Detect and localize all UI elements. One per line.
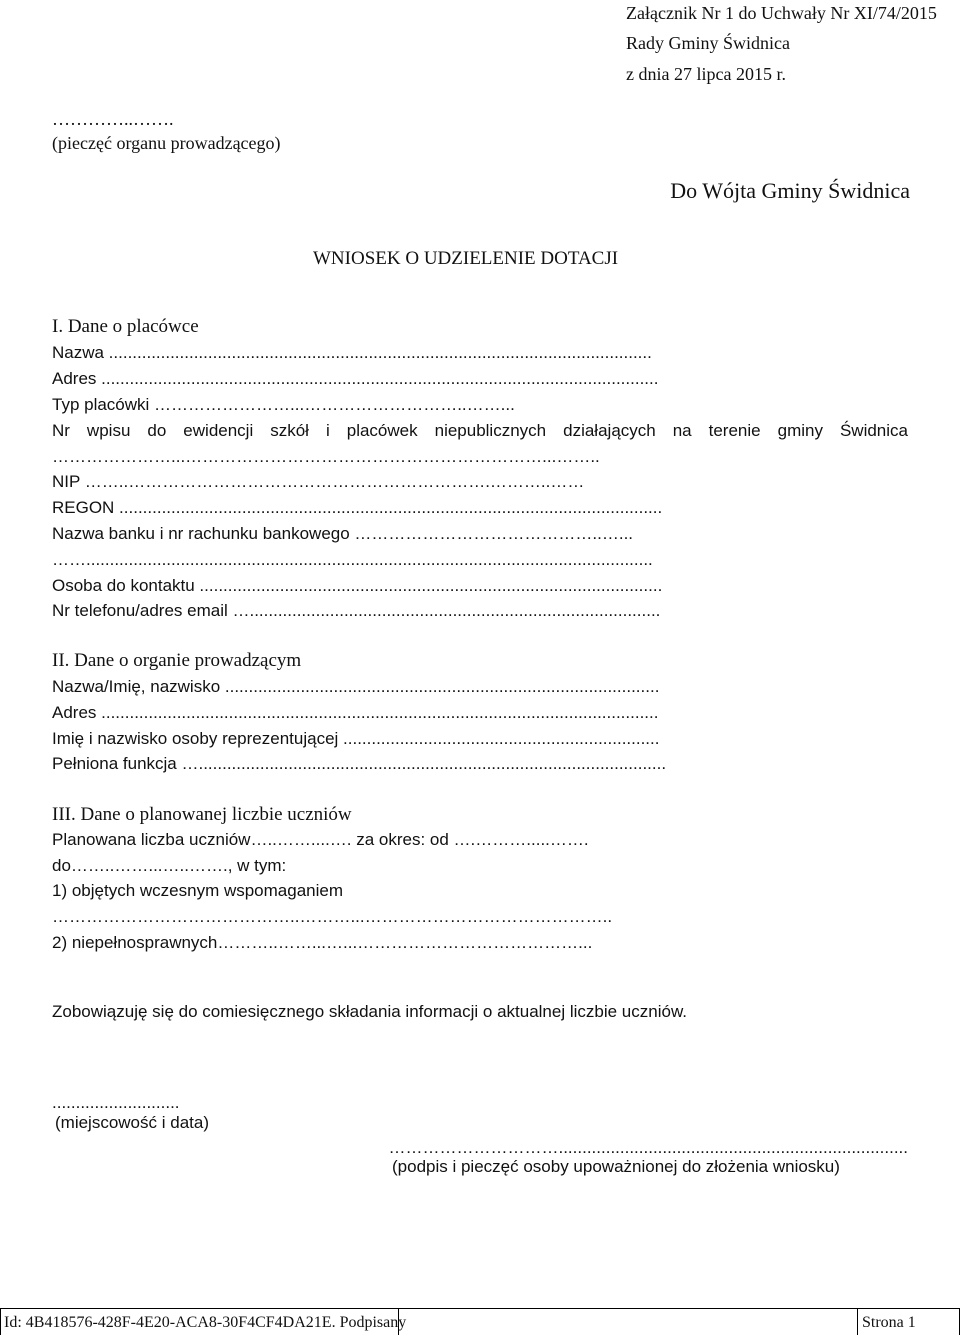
addressee: Do Wójta Gminy Świdnica (670, 178, 910, 203)
field-wczesne-dots: ……………………………………..………...…………………………………….. (52, 907, 613, 926)
section-heading: I. Dane o placówce (52, 316, 199, 337)
field-nazwa-imie: Nazwa/Imię, nazwisko ............................................................................................ (52, 677, 660, 696)
place-date-label: (miejscowość i data) (55, 1113, 209, 1132)
field-osoba-reprezentujaca: Imię i nazwisko osoby reprezentującej ................................................................... (52, 729, 660, 748)
field-typ-placowki: Typ placówki ……………………...………………………..……... (52, 395, 515, 414)
signature-label: (podpis i pieczęć osoby upoważnionej do złożenia wniosku) (392, 1157, 840, 1176)
footer-document-id: Id: 4B418576-428F-4E20-ACA8-30F4CF4DA21E. Podpisany (4, 1314, 407, 1331)
field-bank-dots: ……........................................................................................................................ (52, 550, 653, 569)
attachment-line-2: Rady Gminy Świdnica (626, 33, 790, 53)
section-heading: III. Dane o planowanej liczbie uczniów (52, 804, 352, 825)
field-nazwa: Nazwa ................................................................................................................... (52, 343, 652, 362)
field-adres: Adres ...................................................................................................................... (52, 369, 659, 388)
field-planowana-liczba: Planowana liczba uczniów…..……....…. za okres: od ….……….....……. (52, 830, 589, 849)
footer-page-number: Strona 1 (862, 1314, 916, 1331)
footer-border-left (0, 1308, 1, 1335)
field-osoba-kontakt: Osoba do kontaktu .................................................................................................. (52, 576, 663, 595)
field-adres: Adres ...................................................................................................................... (52, 703, 659, 722)
stamp-label: (pieczęć organu prowadzącego) (52, 133, 281, 153)
field-wczesne-wspomaganie: 1) objętych wczesnym wspomaganiem (52, 881, 344, 900)
field-okres-do: do……..……...…..……., w tym: (52, 856, 287, 875)
field-nr-wpisu-label: Nr wpisu do ewidencji szkół i placówek niepublicznych działających na terenie gminy Świdnica (52, 421, 908, 440)
section-heading: II. Dane o organie prowadzącym (52, 650, 302, 671)
page-title: WNIOSEK O UDZIELENIE DOTACJI (313, 248, 619, 269)
field-bank: Nazwa banku i nr rachunku bankowego ……………………………………..…... (52, 524, 634, 543)
signature-dots: ………………………….......................................................................... (388, 1138, 908, 1157)
footer-separator (857, 1308, 858, 1335)
stamp-dots: …………..……. (52, 109, 174, 129)
field-nr-wpisu-dots: …………………...………………………………………………………...…….. (52, 447, 600, 466)
field-nip: NIP ……..……………………………………………………….………..…… (52, 472, 585, 491)
field-telefon-email: Nr telefonu/adres email …....................................................................................... (52, 601, 661, 620)
place-date-dots: ........................... (52, 1093, 180, 1112)
commitment-text: Zobowiązuję się do comiesięcznego składania informacji o aktualnej liczbie uczniów. (52, 1002, 688, 1021)
field-funkcja: Pełniona funkcja …................................................................................................... (52, 754, 667, 773)
footer-divider (0, 1308, 960, 1309)
field-regon: REGON ................................................................................................................... (52, 498, 663, 517)
attachment-line-3: z dnia 27 lipca 2015 r. (626, 64, 786, 84)
field-niepelnosprawni: 2) niepełnosprawnych………..……...…...…………………………………... (52, 933, 593, 952)
attachment-line-1: Załącznik Nr 1 do Uchwały Nr XI/74/2015 (626, 3, 937, 23)
